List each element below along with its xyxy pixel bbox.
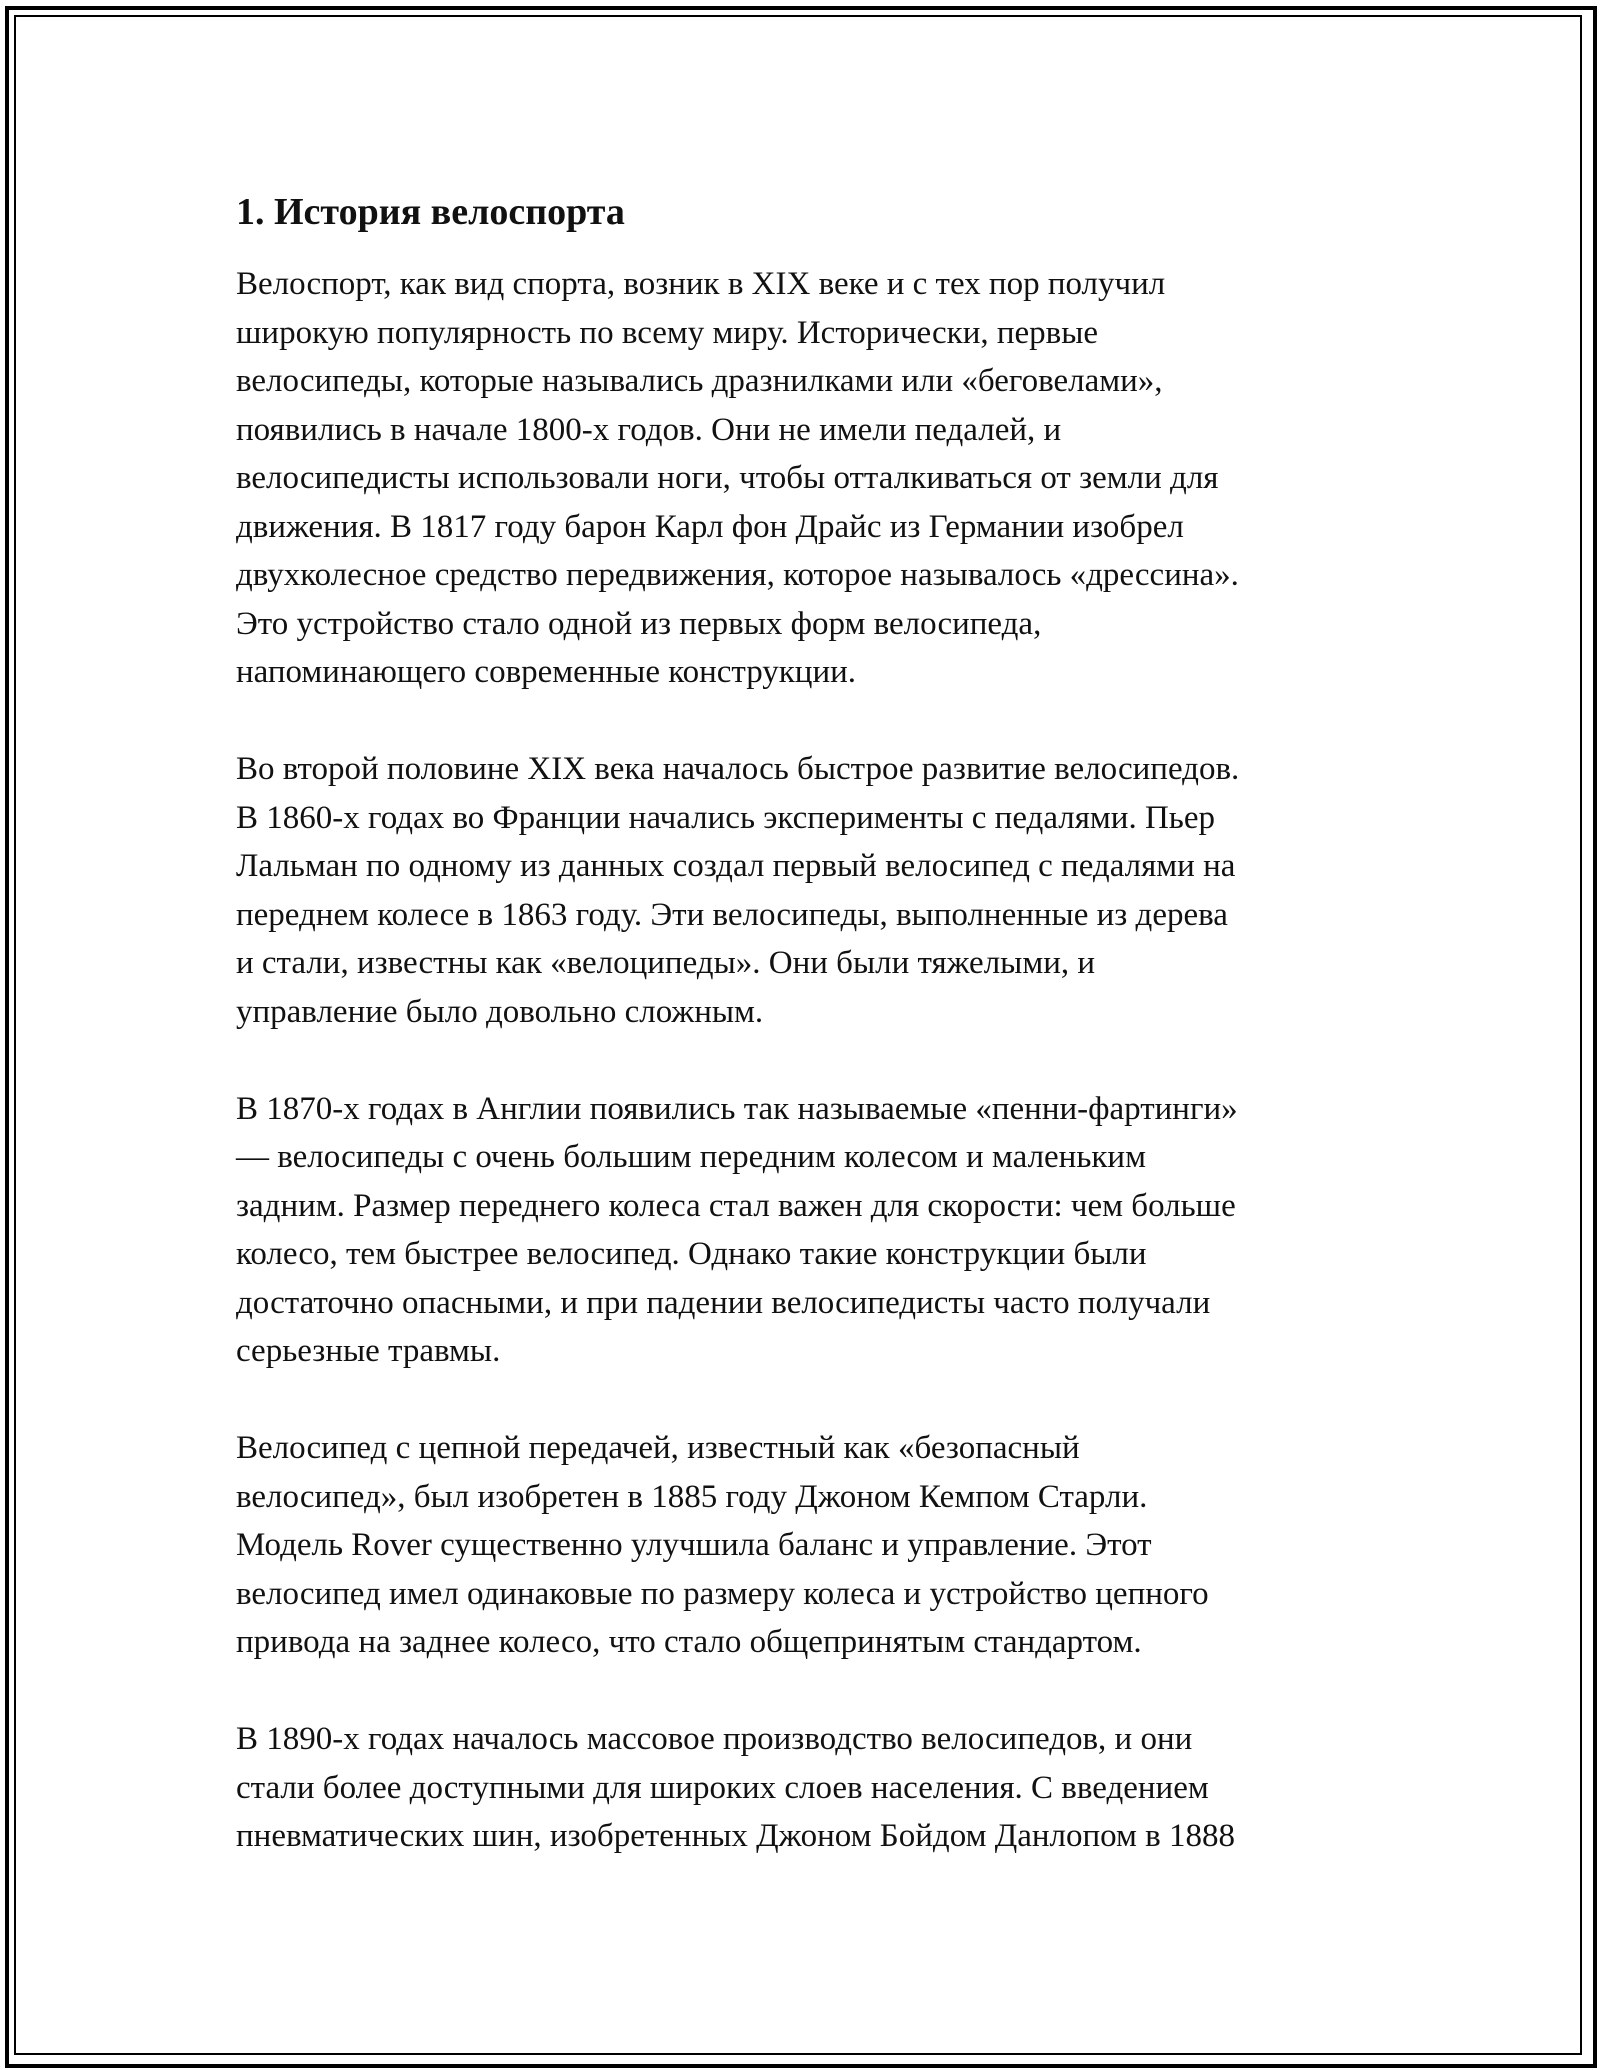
text-line: велосипед», был изобретен в 1885 году Джоном Кемпом Старли. [236,1478,1148,1515]
text-line: переднем колесе в 1863 году. Эти велосипеды, выполненные из дерева [236,896,1228,933]
text-line: стали более доступными для широких слоев населения. С введением [236,1769,1209,1806]
text-line: появились в начале 1800-х годов. Они не имели педалей, и [236,411,1062,448]
text-line: широкую популярность по всему миру. Исторически, первые [236,314,1099,351]
text-line: Лальман по одному из данных создал первый велосипед с педалями на [236,848,1236,884]
text-line: и стали, известны как «велоципеды». Они были тяжелыми, и [236,945,1096,981]
text-line: движения. В 1817 году барон Карл фон Драйс из Германии изобрел [236,508,1184,545]
paragraph-3 [236,1085,1366,1376]
document-body [236,188,1366,1909]
text-line: Модель Rover существенно улучшила баланс и управление. Этот [236,1527,1152,1563]
text-line: серьезные травмы. [236,1333,501,1369]
paragraph-4 [236,1424,1366,1667]
text-line: В 1860-х годах во Франции начались эксперименты с педалями. Пьер [236,799,1215,836]
text-line: велосипеды, которые назывались дразнилками или «беговелами», [236,363,1163,399]
paragraph-5 [236,1715,1366,1861]
text-line: В 1870-х годах в Англии появились так называемые «пенни-фартинги» [236,1090,1238,1127]
text-line: велосипед имел одинаковые по размеру колеса и устройство цепного [236,1575,1209,1612]
text-line: управление было довольно сложным. [236,993,764,1030]
paragraph-1 [236,260,1366,697]
text-line: колесо, тем быстрее велосипед. Однако такие конструкции были [236,1236,1147,1272]
section-heading: 1. История велоспорта [236,191,625,233]
paragraph-2 [236,745,1366,1036]
text-line: привода на заднее колесо, что стало общепринятым стандартом. [236,1624,1142,1660]
text-line: пневматических шин, изобретенных Джоном Бойдом Данлопом в 1888 [236,1818,1235,1854]
text-line: В 1890-х годах началось массовое производство велосипедов, и они [236,1721,1193,1757]
text-line: двухколесное средство передвижения, которое называлось «дрессина». [236,557,1239,593]
text-line: задним. Размер переднего колеса стал важен для скорости: чем больше [236,1187,1236,1224]
text-line: Велоспорт, как вид спорта, возник в XIX веке и с тех пор получил [236,266,1166,302]
text-line: напоминающего современные конструкции. [236,654,857,690]
text-line: Это устройство стало одной из первых форм велосипеда, [236,605,1042,642]
text-line: Во второй половине XIX века началось быстрое развитие велосипедов. [236,751,1240,787]
text-line: Велосипед с цепной передачей, известный как «безопасный [236,1430,1080,1466]
text-line: — велосипеды с очень большим передним колесом и маленьким [236,1139,1146,1175]
text-line: достаточно опасными, и при падении велосипедисты часто получали [236,1284,1211,1321]
text-line: велосипедисты использовали ноги, чтобы отталкиваться от земли для [236,460,1219,496]
